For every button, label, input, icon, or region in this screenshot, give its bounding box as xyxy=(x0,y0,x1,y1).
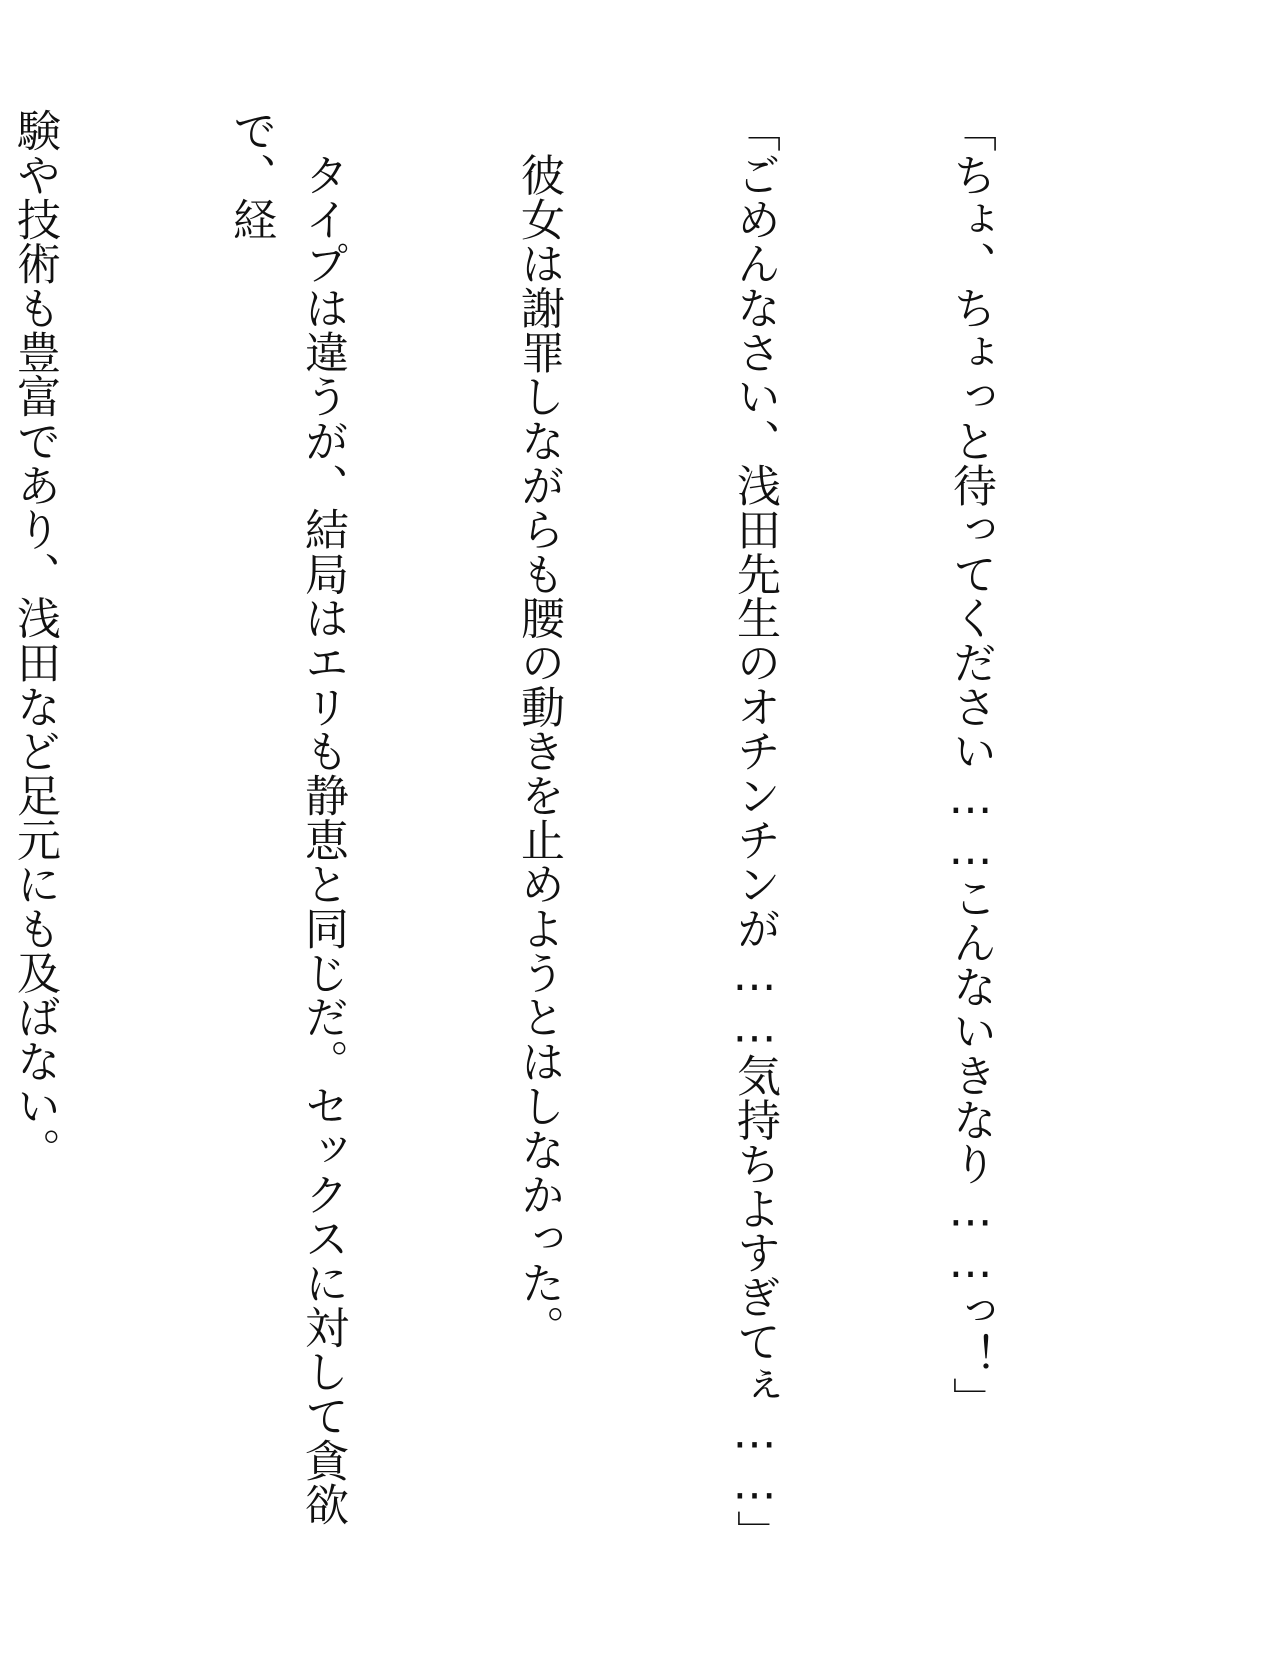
text-line: 「ごめんなさい、浅田先生のオチンチンが……気持ちよすぎてぇ……」 xyxy=(729,108,780,1555)
vertical-text-body xyxy=(0,108,1150,1608)
text-line: 験や技術も豊富であり、浅田など足元にも及ばない。 xyxy=(9,108,60,1172)
text-line: 彼女は謝罪しながらも腰の動きを止めようとはしなかった。 xyxy=(513,108,564,1349)
text-line: 「ちょ、ちょっと待ってください……こんないきなり……っ！」 xyxy=(945,108,996,1422)
text-line: タイプは違うが、結局はエリも静恵と同じだ。セックスに対して貪欲で、経 xyxy=(225,108,348,1527)
